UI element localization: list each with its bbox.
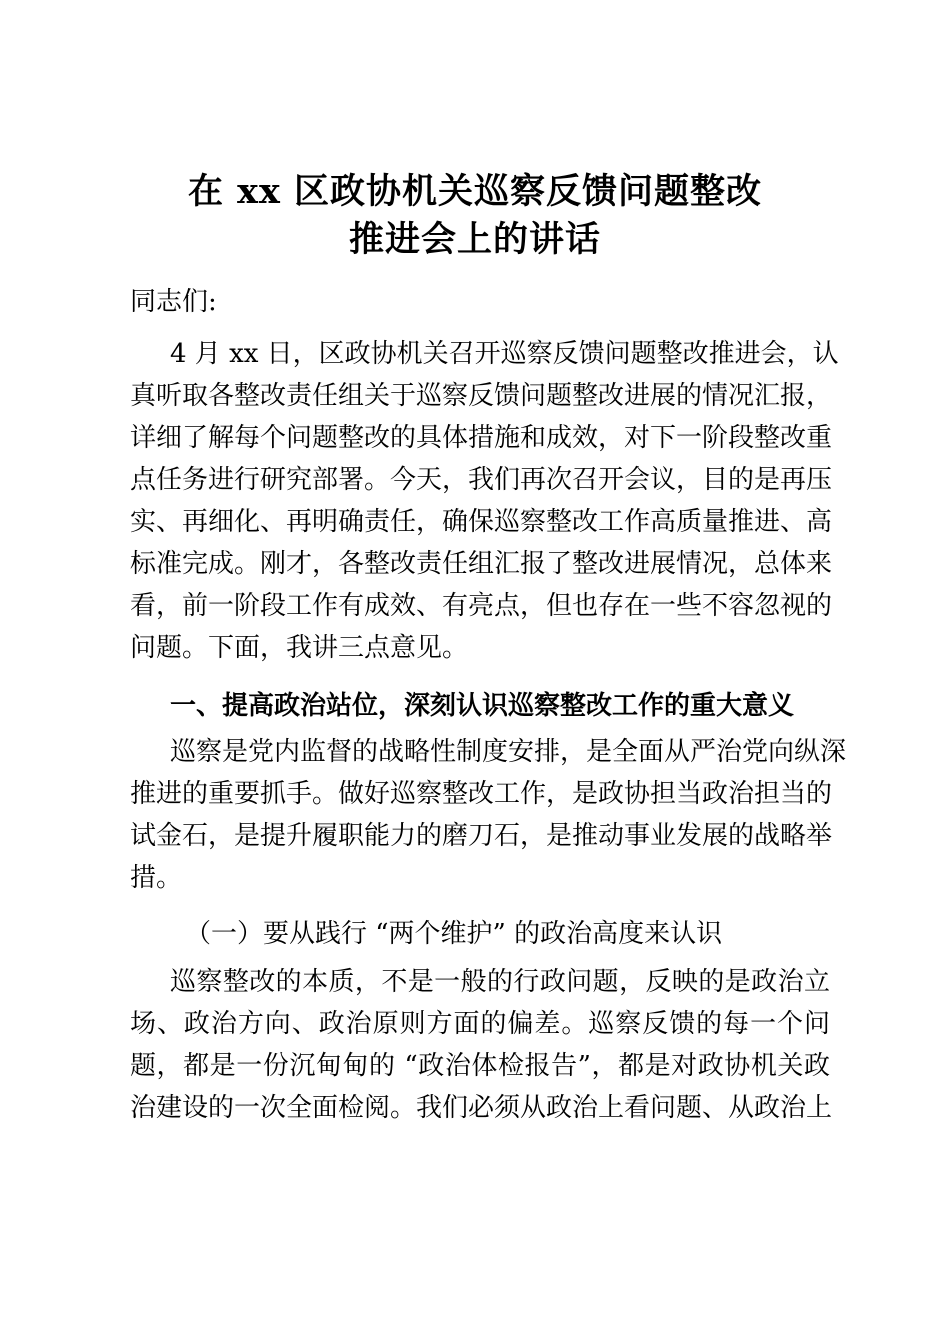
section-1-line: 推进的重要抓手。做好巡察整改工作，是政协担当政治担当的 [130,779,833,809]
salutation: 同志们: [130,287,217,317]
subsection-1-line: 题，都是一份沉甸甸的 “政治体检报告”，都是对政协机关政 [130,1051,830,1081]
intro-line: 详细了解每个问题整改的具体措施和成效，对下一阶段整改重 [130,423,833,453]
subsection-1-line: 场、政治方向、政治原则方面的偏差。巡察反馈的每一个问 [130,1009,830,1039]
section-1-line: 措。 [130,863,183,893]
document-title-line-2: 推进会上的讲话 [348,219,601,260]
section-1-line: 试金石，是提升履职能力的磨刀石，是推动事业发展的战略举 [130,821,833,851]
intro-line: 真听取各整改责任组关于巡察反馈问题整改进展的情况汇报， [130,381,833,411]
intro-line: 实、再细化、再明确责任，确保巡察整改工作高质量推进、高 [130,507,833,537]
intro-line: 问题。下面，我讲三点意见。 [130,633,469,663]
section-1-line: 巡察是党内监督的战略性制度安排，是全面从严治党向纵深 [170,737,847,767]
intro-line: 标准完成。刚才，各整改责任组汇报了整改进展情况，总体来 [130,549,833,579]
document-title-line-1: 在 xx 区政协机关巡察反馈问题整改 [187,171,763,212]
intro-line: 点任务进行研究部署。今天，我们再次召开会议，目的是再压 [130,465,833,495]
subsection-1-heading: （一）要从践行 “两个维护” 的政治高度来认识 [185,919,723,949]
intro-line: 4 月 xx 日，区政协机关召开巡察反馈问题整改推进会，认 [170,339,839,369]
subsection-1-line: 巡察整改的本质，不是一般的行政问题，反映的是政治立 [170,967,830,997]
section-1-heading: 一、提高政治站位，深刻认识巡察整改工作的重大意义 [170,691,795,721]
subsection-1-line: 治建设的一次全面检阅。我们必须从政治上看问题、从政治上 [130,1093,833,1123]
intro-line: 看，前一阶段工作有成效、有亮点，但也存在一些不容忽视的 [130,591,833,621]
